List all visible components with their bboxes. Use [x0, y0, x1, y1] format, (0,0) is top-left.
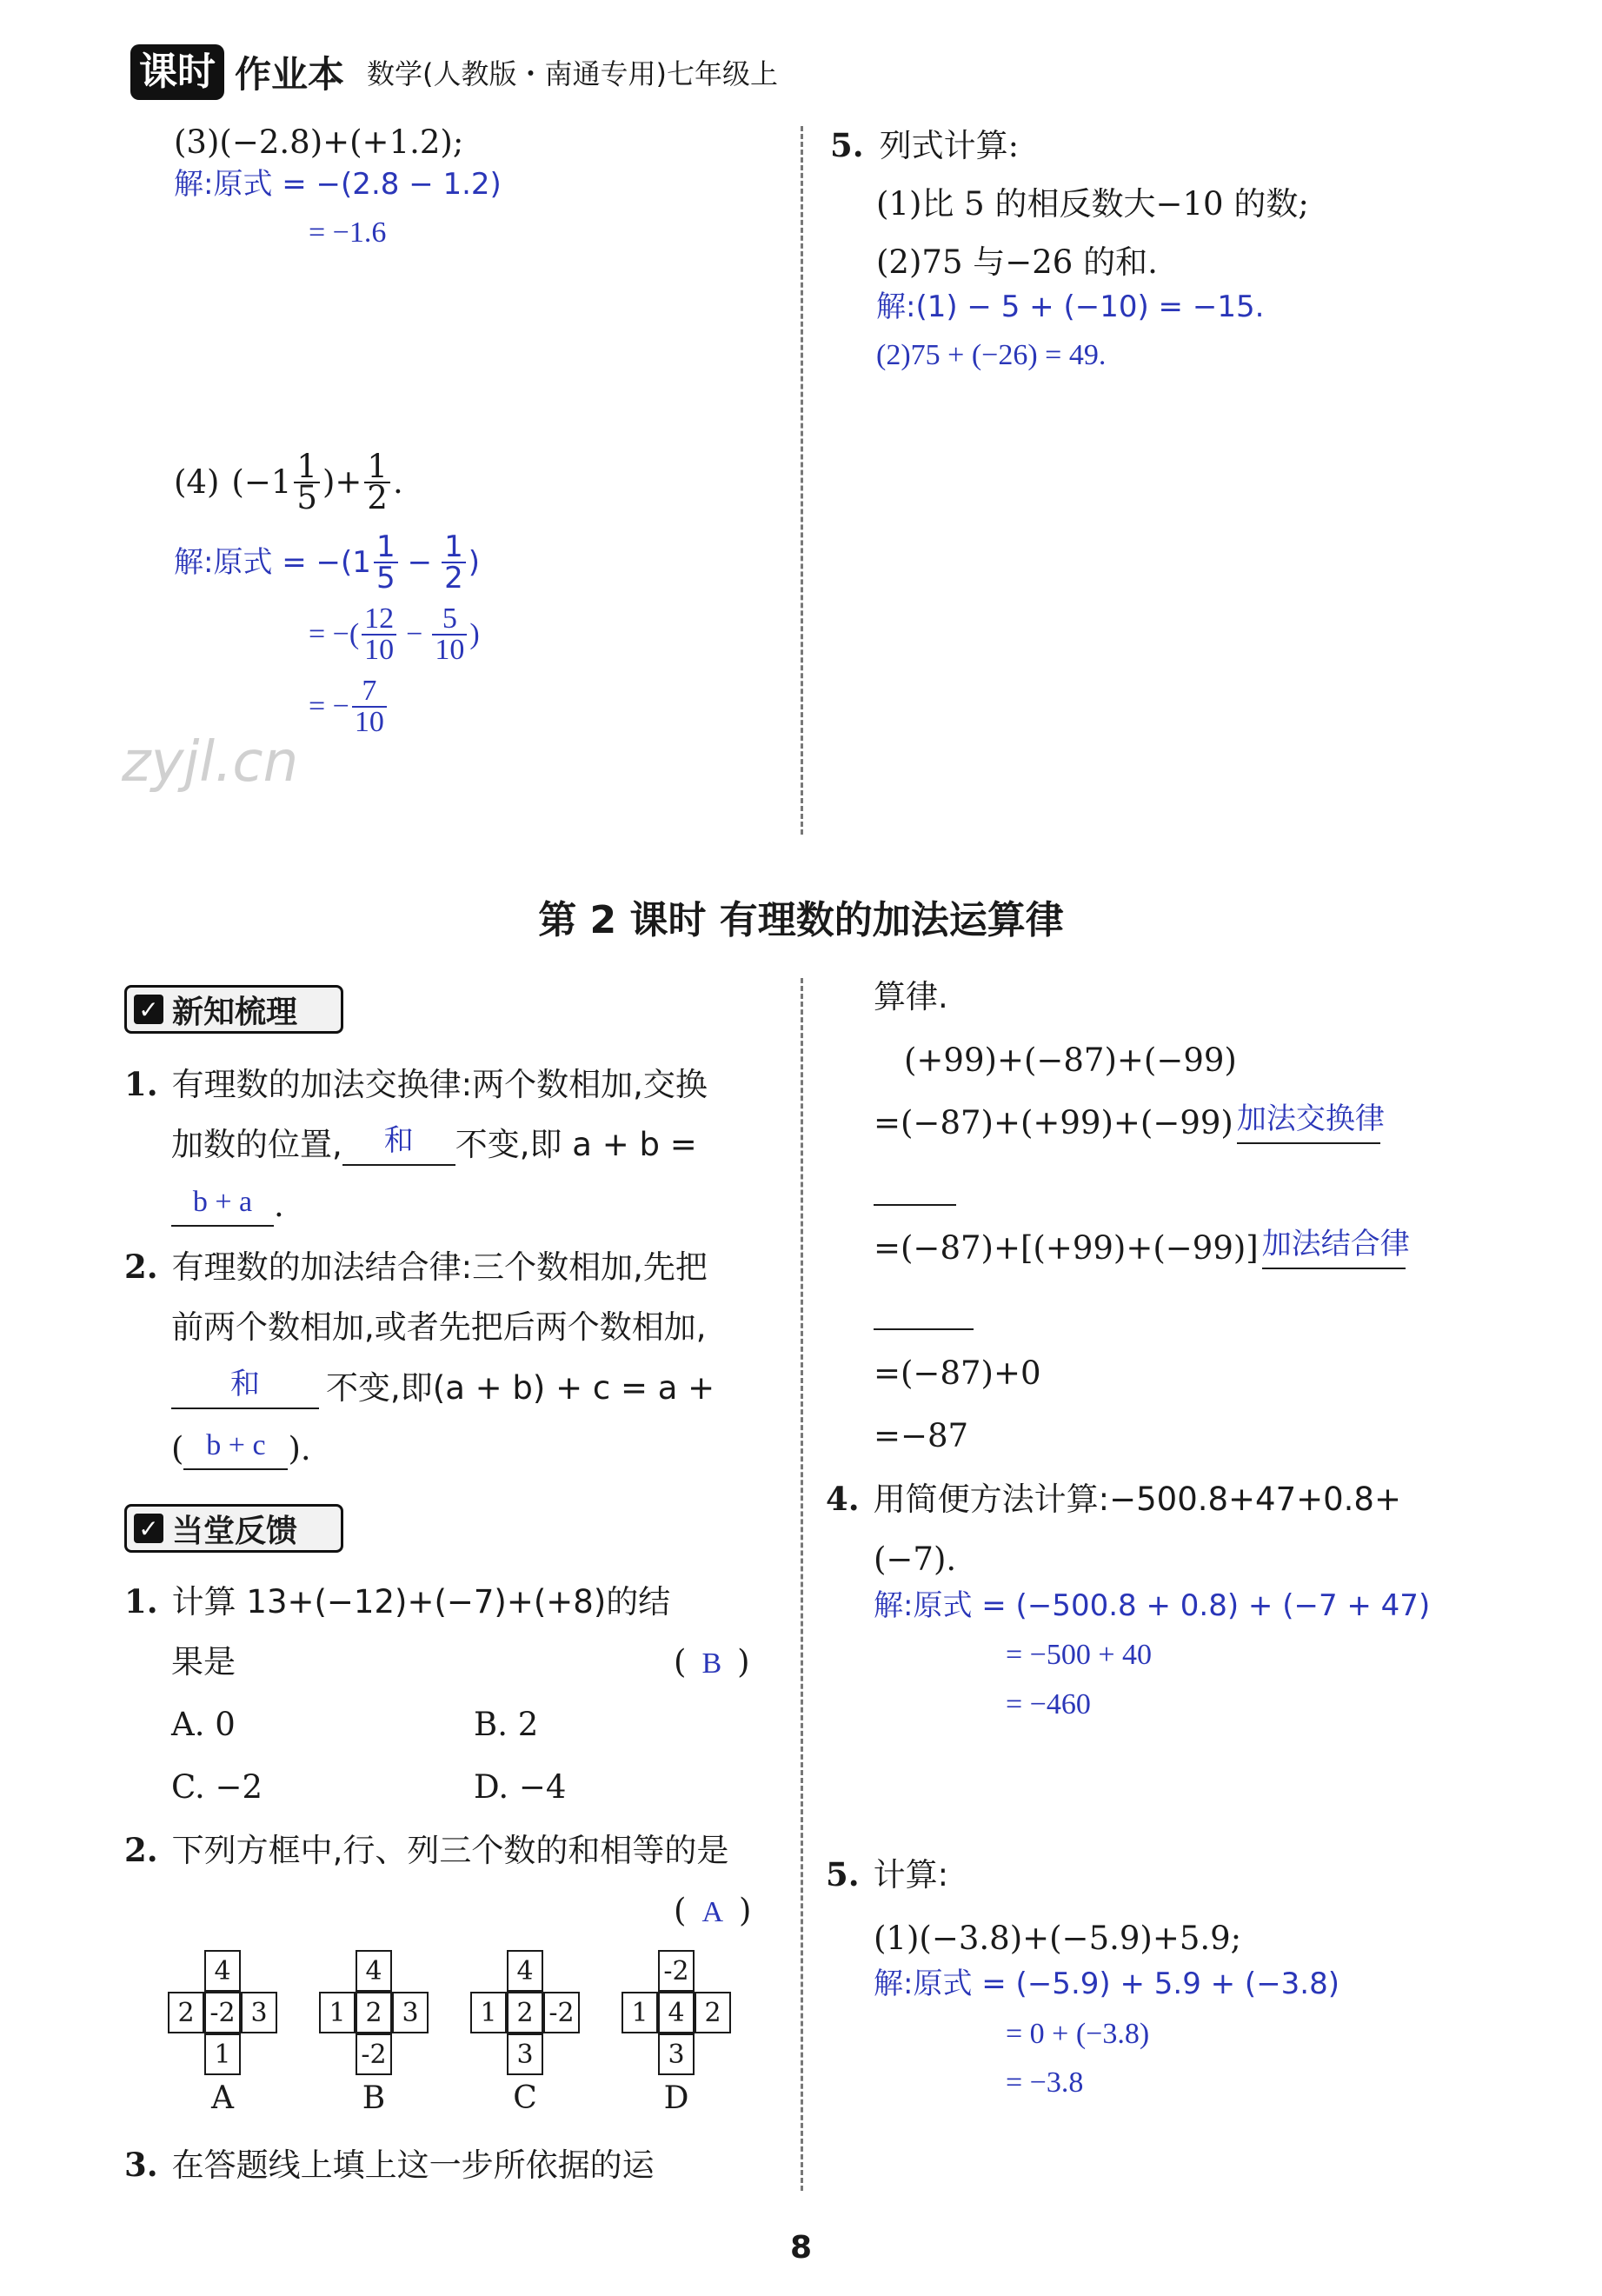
- law-blank-1-continued: [874, 1204, 956, 1206]
- figure-b-cell-top: 4: [356, 1950, 392, 1992]
- s2-q1-option-b: B. 2: [474, 1706, 539, 1743]
- q4-ans1-fraction-2: $\frac{1}{2}$: [442, 532, 466, 593]
- q4-text: [174, 448, 403, 516]
- s2-q1-answer-bracket: ( B ): [674, 1643, 750, 1680]
- figure-label: C: [513, 2080, 537, 2116]
- law-blank-1[interactable]: 加法交换律: [1237, 1104, 1380, 1144]
- r-q4-answer-line1: 解:原式 = (−500.8 + 0.8) + (−7 + 47): [874, 1588, 1431, 1623]
- s2-q2-line1: 2. 下列方框中,行、列三个数的和相等的是: [124, 1831, 729, 1869]
- book-title: 作业本: [235, 53, 345, 96]
- q4-ans2-fraction-2: $\frac{5}{10}$: [432, 604, 467, 665]
- fill-blank[interactable]: b + a: [171, 1187, 274, 1227]
- step-3: =(−87)+[(+99)+(−99)] 加法结合律: [874, 1229, 1406, 1269]
- q3-continued: 算律.: [874, 978, 948, 1015]
- q3-text: (3)(−2.8)+(+1.2);: [174, 123, 464, 161]
- section-new-knowledge: ✓ 新知梳理: [124, 985, 343, 1034]
- r-q5-heading: 5. 计算:: [826, 1855, 949, 1893]
- q4-label: (4): [174, 463, 220, 501]
- figure-b-cell-center: 2: [356, 1992, 392, 2033]
- q4-ans3-fraction: $\frac{7}{10}$: [352, 676, 387, 737]
- fill-blank[interactable]: b + c: [183, 1430, 288, 1470]
- fill-blank[interactable]: 和: [342, 1126, 455, 1166]
- q5-answer-line2: (2)75 + (−26) = 49.: [876, 339, 1107, 371]
- figure-a-cell-bottom: 1: [204, 2033, 241, 2075]
- figure-c-cell-right: -2: [543, 1992, 580, 2033]
- step-2: =(−87)+(+99)+(−99) 加法交换律: [874, 1104, 1380, 1144]
- column-divider-bottom: [801, 978, 803, 2191]
- figure-a-cell-center: -2: [204, 1992, 241, 2033]
- figure-b-cell-left: 1: [319, 1992, 356, 2033]
- q4-part-b: )+: [322, 463, 362, 501]
- page-number: 8: [789, 2230, 813, 2266]
- q4-answer-line3: = − $\frac{7}{10}$: [309, 676, 389, 737]
- s2-q1-option-d: D. −4: [474, 1768, 567, 1806]
- section-feedback: ✓ 当堂反馈: [124, 1504, 343, 1553]
- q4-ans1-fraction-1: $\frac{1}{5}$: [374, 532, 398, 593]
- figure-c-cell-left: 1: [470, 1992, 507, 2033]
- r-q5-part1: (1)(−3.8)+(−5.9)+5.9;: [874, 1920, 1242, 1957]
- figure-a-cell-top: 4: [204, 1950, 241, 1992]
- s2-q1-line2: 果是: [171, 1643, 236, 1680]
- figure-b-cell-right: 3: [392, 1992, 429, 2033]
- figure-label: D: [663, 2080, 689, 2116]
- figure-label: A: [211, 2080, 234, 2116]
- q4-fraction-2: $\frac{1}{2}$: [364, 452, 390, 513]
- q5-answer-line1: 解:(1) − 5 + (−10) = −15.: [876, 289, 1265, 324]
- checkbox-icon: ✓: [134, 995, 163, 1024]
- logo-badge: 课时: [130, 44, 224, 100]
- q4-ans2-fraction-1: $\frac{12}{10}$: [362, 604, 396, 665]
- q4-fraction-1: $\frac{1}{5}$: [294, 452, 320, 513]
- fill-blank[interactable]: 和: [171, 1369, 319, 1409]
- q4-part-a: (−1: [231, 463, 292, 501]
- s1-item2-line4: ( b + c ).: [171, 1430, 311, 1470]
- q3-answer-line1: 解:原式 = −(2.8 − 1.2): [174, 167, 502, 202]
- r-q5-answer-line2: = 0 + (−3.8): [1006, 2018, 1150, 2050]
- q3-answer-line2: = −1.6: [309, 216, 387, 249]
- q5-part1: (1)比 5 的相反数大−10 的数;: [876, 185, 1309, 223]
- figure-d-cell-left: 1: [622, 1992, 658, 2033]
- s1-item2-line1: 2. 有理数的加法结合律:三个数相加,先把: [124, 1248, 708, 1286]
- figure-c-cell-bottom: 3: [507, 2033, 543, 2075]
- figure-d-cell-bottom: 3: [658, 2033, 695, 2075]
- figure-d-cell-right: 2: [695, 1992, 731, 2033]
- r-q5-answer-line3: = −3.8: [1006, 2066, 1084, 2099]
- law-blank-2-continued: [874, 1328, 974, 1330]
- r-q4-line2: (−7).: [874, 1541, 957, 1578]
- s1-item1-line3: b + a .: [171, 1187, 284, 1227]
- q4-part-c: .: [392, 463, 403, 501]
- subject-line: 数学(人教版・南通专用)七年级上: [367, 57, 778, 90]
- figure-label: B: [362, 2080, 386, 2116]
- figure-d-cell-center: 4: [658, 1992, 695, 2033]
- s1-item1-line1: 1. 有理数的加法交换律:两个数相加,交换: [124, 1065, 708, 1103]
- column-divider-top: [801, 126, 803, 835]
- s2-q2-answer-bracket: ( A ): [674, 1892, 752, 1929]
- law-blank-2[interactable]: 加法结合律: [1262, 1229, 1406, 1269]
- figure-c-cell-top: 4: [507, 1950, 543, 1992]
- r-q4-answer-line3: = −460: [1006, 1688, 1091, 1720]
- figure-c-cell-center: 2: [507, 1992, 543, 2033]
- watermark: zyjl.cn: [122, 730, 299, 795]
- step-5: =−87: [874, 1417, 969, 1454]
- figure-b-cell-bottom: -2: [356, 2033, 392, 2075]
- step-4: =(−87)+0: [874, 1354, 1041, 1392]
- header: [130, 42, 778, 103]
- s2-q1-option-a: A. 0: [171, 1706, 236, 1743]
- q5-heading: 5. 列式计算:: [830, 126, 1020, 164]
- s2-q3-line1: 3. 在答题线上填上这一步所依据的运: [124, 2146, 655, 2184]
- q5-part2: (2)75 与−26 的和.: [876, 243, 1158, 281]
- q4-answer-line1: 解:原式 = −(1 $\frac{1}{5}$ − $\frac{1}{2}$ ): [174, 529, 480, 596]
- lesson-title: 第 2 课时 有理数的加法运算律: [538, 898, 1064, 942]
- q4-answer-line2: = −( $\frac{12}{10}$ − $\frac{5}{10}$ ): [309, 602, 480, 666]
- r-q5-answer-line1: 解:原式 = (−5.9) + 5.9 + (−3.8): [874, 1967, 1340, 2001]
- figure-d-cell-top: -2: [658, 1950, 695, 1992]
- s2-q1-option-c: C. −2: [171, 1768, 263, 1806]
- figure-a-cell-right: 3: [241, 1992, 277, 2033]
- figure-a-cell-left: 2: [168, 1992, 204, 2033]
- r-q4-answer-line2: = −500 + 40: [1006, 1639, 1153, 1671]
- step-1: (+99)+(−87)+(−99): [904, 1042, 1237, 1079]
- r-q4-line1: 4. 用简便方法计算:−500.8+47+0.8+: [826, 1480, 1401, 1518]
- s1-item2-line3: 和 不变,即(a + b) + c = a +: [171, 1369, 715, 1409]
- s1-item2-line2: 前两个数相加,或者先把后两个数相加,: [171, 1308, 707, 1346]
- s1-item1-line2: 加数的位置, 和 不变,即 a + b =: [171, 1126, 697, 1166]
- s2-q1-line1: 1. 计算 13+(−12)+(−7)+(+8)的结: [124, 1582, 671, 1621]
- checkbox-icon: ✓: [134, 1514, 163, 1543]
